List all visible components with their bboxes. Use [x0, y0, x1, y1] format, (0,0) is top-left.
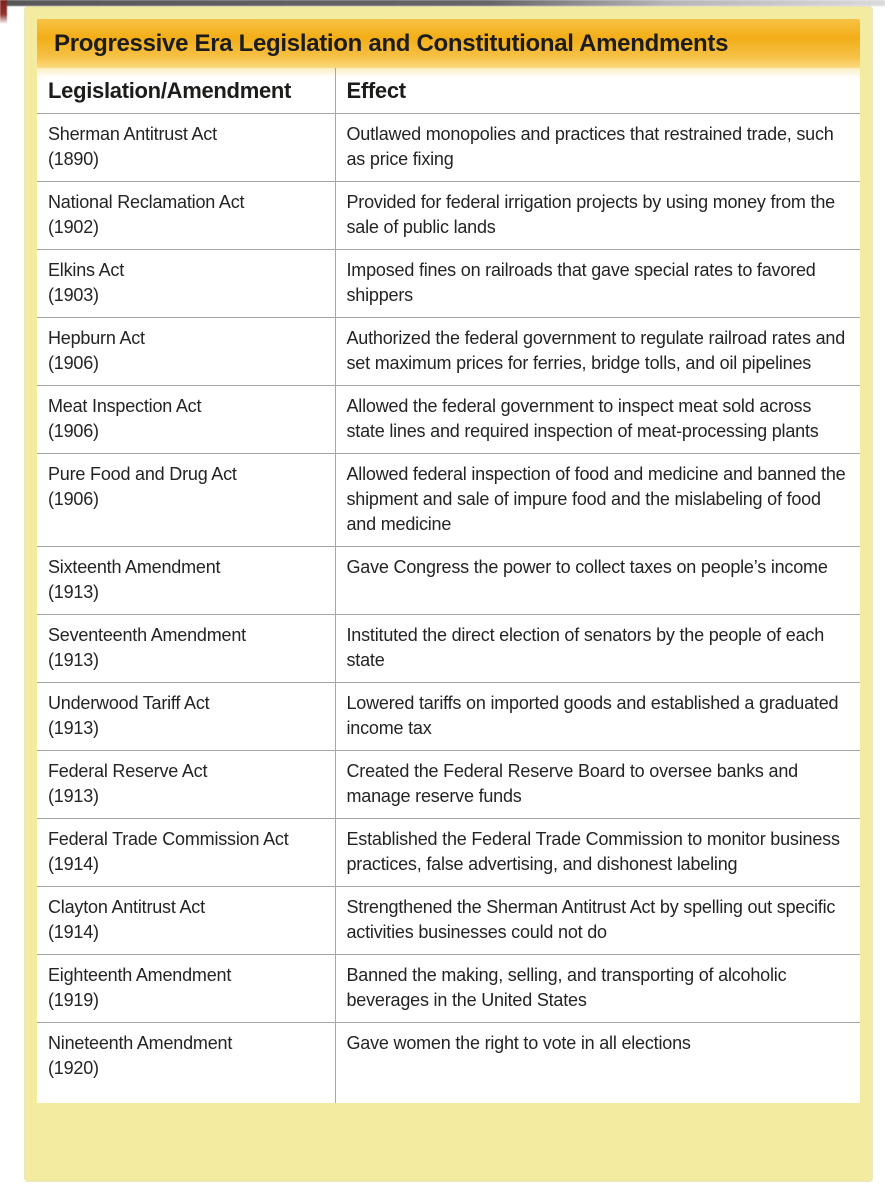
- legislation-cell: [37, 182, 335, 250]
- legislation-year: (1913): [48, 650, 99, 670]
- page-crop-shadow-artifact: [6, 0, 885, 6]
- legislation-cell: [37, 615, 335, 683]
- effect-cell: Gave women the right to vote in all elections: [335, 1023, 860, 1104]
- legislation-table: [37, 68, 860, 1103]
- effect-cell: Allowed federal inspection of food and medicine and banned the shipment and sale of impure food and the mislabeling of food and medicine: [335, 454, 860, 547]
- table-row: [37, 751, 860, 819]
- legislation-year: (1890): [48, 149, 99, 169]
- legislation-year: (1914): [48, 854, 99, 874]
- legislation-name: Nineteenth Amendment: [48, 1033, 233, 1053]
- table-row: [37, 683, 860, 751]
- table-row: [37, 547, 860, 615]
- legislation-cell: [37, 454, 335, 547]
- table-row: [37, 318, 860, 386]
- effect-cell: Lowered tariffs on imported goods and established a graduated income tax: [335, 683, 860, 751]
- column-header-legislation: Legislation/Amendment: [37, 68, 335, 114]
- effect-cell: Established the Federal Trade Commission to monitor business practices, false advertising, and dishonest labeling: [335, 819, 860, 887]
- legislation-year: (1914): [48, 922, 99, 942]
- legislation-cell: [37, 955, 335, 1023]
- legislation-name: Sherman Antitrust Act: [48, 124, 217, 144]
- effect-cell: Imposed fines on railroads that gave special rates to favored shippers: [335, 250, 860, 318]
- legislation-year: (1906): [48, 353, 99, 373]
- legislation-name: Seventeenth Amendment: [48, 625, 246, 645]
- legislation-cell: [37, 386, 335, 454]
- legislation-cell: [37, 751, 335, 819]
- header-row: [37, 68, 860, 114]
- legislation-year: (1902): [48, 217, 99, 237]
- table-row: [37, 114, 860, 182]
- legislation-name: Hepburn Act: [48, 328, 145, 348]
- effect-cell: Provided for federal irrigation projects by using money from the sale of public lands: [335, 182, 860, 250]
- table-row: [37, 819, 860, 887]
- legislation-cell: [37, 819, 335, 887]
- legislation-name: National Reclamation Act: [48, 192, 245, 212]
- effect-cell: Allowed the federal government to inspect meat sold across state lines and required inspection of meat-processing plants: [335, 386, 860, 454]
- table-row: [37, 454, 860, 547]
- table-row: [37, 887, 860, 955]
- legislation-year: (1906): [48, 489, 99, 509]
- effect-cell: Instituted the direct election of senators by the people of each state: [335, 615, 860, 683]
- legislation-year: (1919): [48, 990, 99, 1010]
- page-corner-red-artifact: [0, 0, 7, 24]
- table-title-bar: [37, 19, 860, 68]
- legislation-year: (1913): [48, 786, 99, 806]
- table-frame: [25, 7, 872, 1181]
- effect-cell: Gave Congress the power to collect taxes on people’s income: [335, 547, 860, 615]
- effect-cell: Outlawed monopolies and practices that restrained trade, such as price fixing: [346, 124, 834, 169]
- effect-cell: Created the Federal Reserve Board to oversee banks and manage reserve funds: [335, 751, 860, 819]
- legislation-year: (1906): [48, 421, 99, 441]
- legislation-name: Federal Trade Commission Act: [48, 829, 289, 849]
- column-header-effect: Effect: [335, 68, 860, 114]
- legislation-cell: [37, 887, 335, 955]
- legislation-cell: [37, 1023, 335, 1104]
- table-row: [37, 1023, 860, 1104]
- legislation-name: Elkins Act: [48, 260, 125, 280]
- table-row: [37, 615, 860, 683]
- legislation-name: Clayton Antitrust Act: [48, 897, 205, 917]
- legislation-cell: [37, 683, 335, 751]
- effect-cell: Authorized the federal government to regulate railroad rates and set maximum prices for ferries, bridge tolls, and oil pipelines: [335, 318, 860, 386]
- table-title: Progressive Era Legislation and Constitutional Amendments: [54, 30, 729, 57]
- legislation-cell: [37, 250, 335, 318]
- legislation-name: Underwood Tariff Act: [48, 693, 210, 713]
- legislation-cell: [37, 547, 335, 615]
- effect-cell: Banned the making, selling, and transporting of alcoholic beverages in the United States: [335, 955, 860, 1023]
- legislation-year: (1903): [48, 285, 99, 305]
- legislation-year: (1913): [48, 582, 99, 602]
- table-row: [37, 250, 860, 318]
- legislation-name: Sixteenth Amendment: [48, 557, 221, 577]
- table-row: [37, 182, 860, 250]
- effect-cell: Strengthened the Sherman Antitrust Act by spelling out specific activities businesses could not do: [335, 887, 860, 955]
- legislation-name: Meat Inspection Act: [48, 396, 202, 416]
- table-row: [37, 386, 860, 454]
- legislation-cell: [37, 318, 335, 386]
- table-row: [37, 955, 860, 1023]
- legislation-year: (1920): [48, 1058, 99, 1078]
- legislation-year: (1913): [48, 718, 99, 738]
- legislation-name: Federal Reserve Act: [48, 761, 208, 781]
- legislation-name: Pure Food and Drug Act: [48, 464, 237, 484]
- legislation-cell: [37, 114, 335, 182]
- legislation-name: Eighteenth Amendment: [48, 965, 232, 985]
